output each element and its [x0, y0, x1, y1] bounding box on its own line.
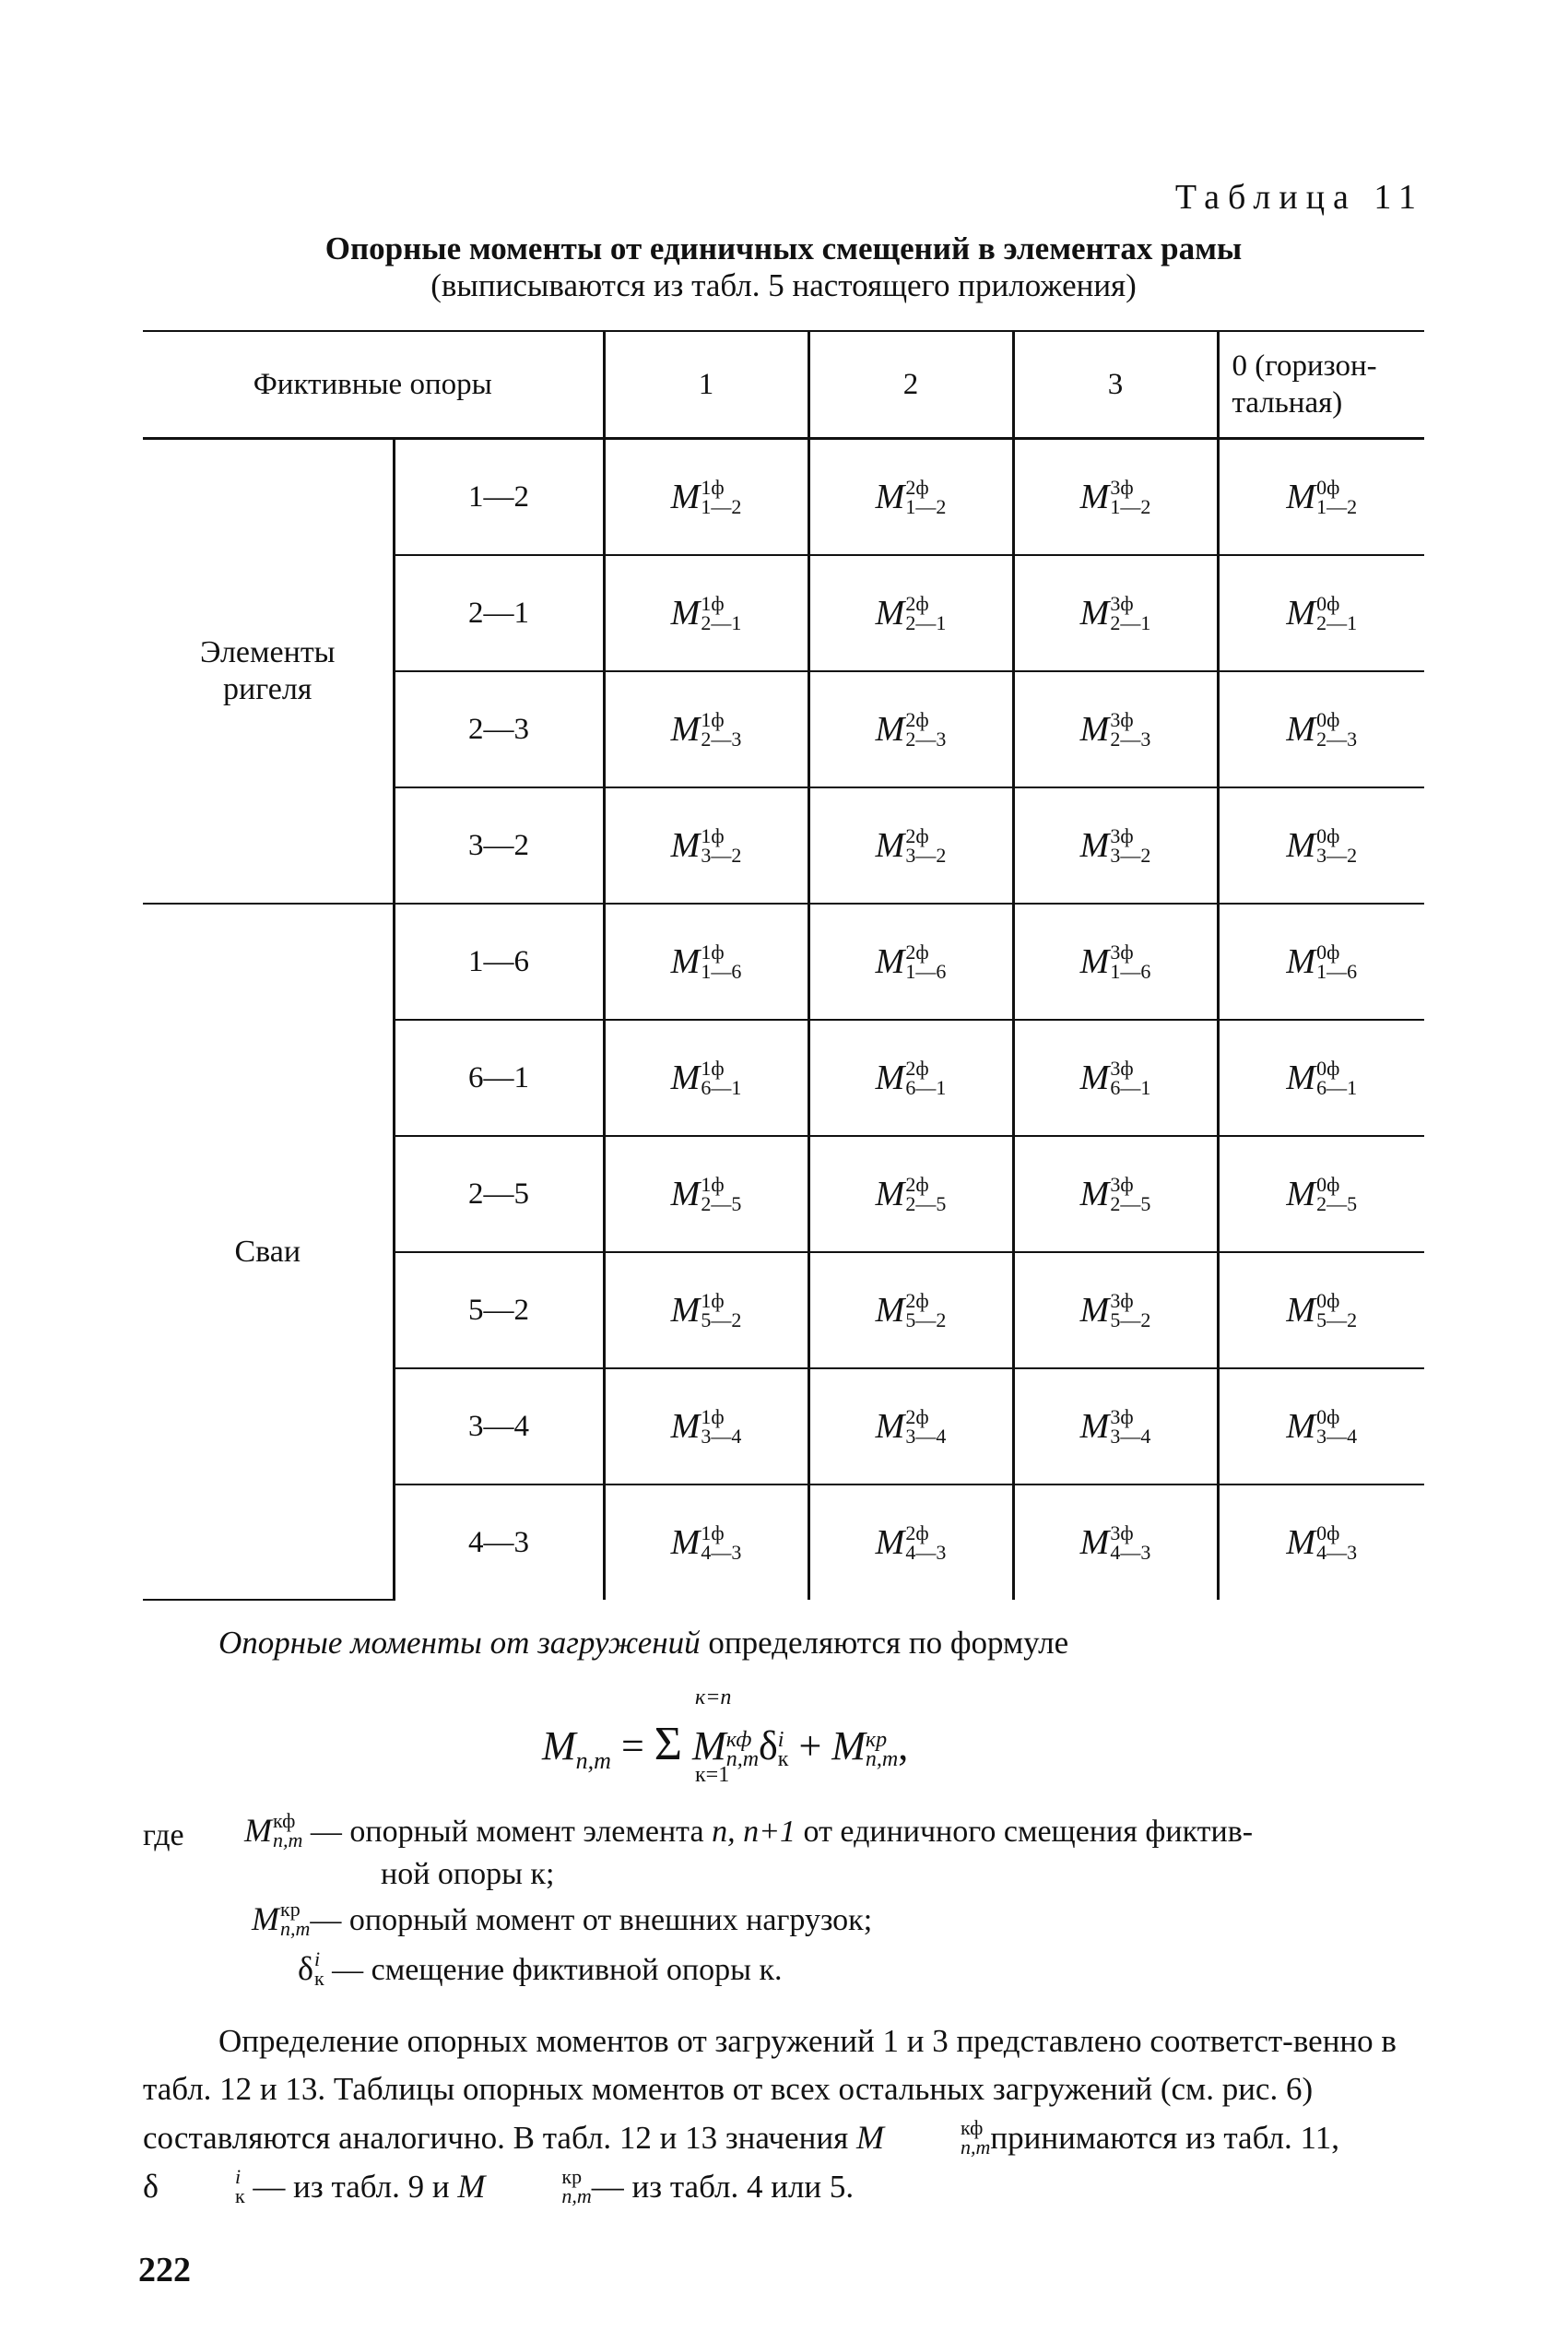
moment-cell	[808, 904, 1013, 1020]
moment-symbol: M 2ф 2—1	[875, 591, 947, 634]
row-pair-label: 4—3	[394, 1484, 604, 1600]
moment-cell	[808, 439, 1013, 556]
moment-symbol: M 1ф 1—6	[670, 940, 742, 983]
moment-symbol: M 0ф 2—5	[1286, 1172, 1358, 1215]
moment-symbol: M 2ф 3—2	[875, 823, 947, 867]
moment-cell	[808, 787, 1013, 904]
moment-cell	[1013, 1484, 1218, 1600]
sum-sign: Σ	[654, 1718, 683, 1770]
moment-symbol: M 3ф 6—1	[1079, 1056, 1151, 1099]
moment-cell	[604, 1368, 808, 1484]
moment-symbol: M 0ф 3—2	[1286, 823, 1358, 867]
sum-formula	[542, 1686, 1058, 1796]
moment-cell	[808, 671, 1013, 787]
group-riegel-line1: Элементы	[199, 635, 336, 669]
moment-symbol: M 3ф 3—2	[1079, 823, 1151, 867]
formula-main: $M_{n,m} = \Sigma$ M кф n,m δ i к + M кр n,m ,	[542, 1718, 909, 1774]
where-label: где	[143, 1818, 184, 1852]
moment-symbol: M 3ф 2—5	[1079, 1172, 1151, 1215]
moment-cell	[604, 1484, 808, 1600]
moment-symbol: M 0ф 5—2	[1286, 1288, 1358, 1331]
moment-cell	[808, 1020, 1013, 1136]
moment-symbol: M 3ф 2—1	[1079, 591, 1151, 634]
moment-cell	[1013, 555, 1218, 671]
table-row	[143, 904, 1424, 1020]
moment-cell	[1013, 787, 1218, 904]
sum-upper-limit: к=n	[695, 1686, 732, 1709]
header-col-0	[1218, 331, 1424, 439]
moment-cell	[1218, 555, 1424, 671]
moment-symbol: M 3ф 4—3	[1079, 1520, 1151, 1564]
moment-symbol: M 0ф 1—6	[1286, 940, 1358, 983]
moment-symbol: M 3ф 5—2	[1079, 1288, 1151, 1331]
moment-cell	[1218, 1020, 1424, 1136]
moment-cell	[1013, 439, 1218, 556]
moment-symbol: M 0ф 2—1	[1286, 591, 1358, 634]
moment-symbol: M 2ф 4—3	[875, 1520, 947, 1564]
moment-cell	[1013, 1020, 1218, 1136]
moment-symbol: M 1ф 2—3	[670, 707, 742, 751]
moment-symbol: M 1ф 5—2	[670, 1288, 742, 1331]
moment-symbol: M 2ф 1—6	[875, 940, 947, 983]
closing-paragraph: Определение опорных моментов от загружений 1 и 3 представлено соответст-венно в табл. 12 и 13. Таблицы опорных моментов от всех остальных загружений (см. рис. 6) составляются аналогично. В табл. 12 и 13 значения M кф n,m принимаются из табл. 11, δ i к — из табл. 9 и M кр n,m — из табл. 4 или 5.	[143, 2023, 1397, 2207]
moment-symbol: M 0ф 4—3	[1286, 1520, 1358, 1564]
moment-symbol: M 3ф 1—6	[1079, 940, 1151, 983]
moment-cell	[604, 1020, 808, 1136]
moment-cell	[1218, 1484, 1424, 1600]
moment-cell	[1218, 787, 1424, 904]
sum-lower-limit: к=1	[695, 1763, 730, 1787]
table-subtitle: (выписываются из табл. 5 настоящего приложения)	[430, 267, 1137, 303]
header-col-0-line2: тальная)	[1232, 386, 1343, 420]
moment-symbol: M 3ф 2—3	[1079, 707, 1151, 751]
moment-symbol: M 3ф 1—2	[1079, 475, 1151, 518]
moment-cell	[604, 555, 808, 671]
moment-cell	[1218, 1136, 1424, 1252]
moment-cell	[1218, 671, 1424, 787]
table-row	[143, 439, 1424, 556]
header-col-0-line1: 0 (горизон-	[1232, 349, 1377, 383]
moment-cell	[1218, 1252, 1424, 1368]
row-pair-label: 3—2	[394, 787, 604, 904]
header-col-3: 3	[1013, 331, 1218, 439]
page-number: 222	[138, 2251, 191, 2289]
moment-symbol: M 2ф 2—3	[875, 707, 947, 751]
moments-table	[143, 330, 1424, 1601]
moment-symbol: M 1ф 1—2	[670, 475, 742, 518]
moment-cell	[808, 555, 1013, 671]
moment-symbol: M 2ф 1—2	[875, 475, 947, 518]
row-pair-label: 2—3	[394, 671, 604, 787]
row-pair-label: 6—1	[394, 1020, 604, 1136]
moment-symbol: M 1ф 4—3	[670, 1520, 742, 1564]
moment-cell	[604, 1252, 808, 1368]
table-header-row	[143, 331, 1424, 439]
intro-italic: Опорные моменты от загружений	[218, 1625, 701, 1661]
moment-cell	[1013, 1252, 1218, 1368]
moment-cell	[808, 1368, 1013, 1484]
moment-symbol: M 2ф 6—1	[875, 1056, 947, 1099]
moment-cell	[604, 904, 808, 1020]
table-number: Таблица 11	[1174, 178, 1424, 217]
header-col-1: 1	[604, 331, 808, 439]
row-pair-label: 2—1	[394, 555, 604, 671]
moment-cell	[1013, 1136, 1218, 1252]
moment-symbol: M 1ф 2—1	[670, 591, 742, 634]
moment-symbol: M 3ф 3—4	[1079, 1404, 1151, 1448]
group-riegel-elements	[143, 439, 394, 905]
table-title: Опорные моменты от единичных смещений в элементах рамы	[324, 231, 1243, 266]
intro-paragraph	[143, 1619, 1500, 1667]
moment-cell	[808, 1136, 1013, 1252]
moment-cell	[808, 1252, 1013, 1368]
moment-symbol: M 2ф 2—5	[875, 1172, 947, 1215]
group-piles: Сваи	[143, 904, 394, 1600]
moment-cell	[604, 439, 808, 556]
moment-symbol: M 0ф 2—3	[1286, 707, 1358, 751]
definition-3: δ i к — смещение фиктивной опоры к.	[298, 1946, 783, 1990]
header-col-2: 2	[808, 331, 1013, 439]
moment-symbol: M 1ф 3—2	[670, 823, 742, 867]
row-pair-label: 1—6	[394, 904, 604, 1020]
moment-cell	[1013, 1368, 1218, 1484]
row-pair-label: 5—2	[394, 1252, 604, 1368]
definition-1: M кф n,m — опорный момент элемента n, n+1 от единичного смещения фиктив-	[244, 1808, 1254, 1851]
moment-symbol: M 2ф 5—2	[875, 1288, 947, 1331]
moment-symbol: M 0ф 1—2	[1286, 475, 1358, 518]
moment-cell	[808, 1484, 1013, 1600]
moment-cell	[1218, 904, 1424, 1020]
moment-cell	[604, 787, 808, 904]
moment-symbol: M 1ф 6—1	[670, 1056, 742, 1099]
moment-cell	[1218, 1368, 1424, 1484]
moment-symbol: M 1ф 3—4	[670, 1404, 742, 1448]
moment-cell	[1013, 671, 1218, 787]
moment-cell	[604, 1136, 808, 1252]
table-body	[143, 439, 1424, 1601]
header-fictive-supports: Фиктивные опоры	[143, 331, 604, 439]
moment-symbol: M 1ф 2—5	[670, 1172, 742, 1215]
moment-symbol: M 2ф 3—4	[875, 1404, 947, 1448]
row-pair-label: 3—4	[394, 1368, 604, 1484]
row-pair-label: 2—5	[394, 1136, 604, 1252]
row-pair-label: 1—2	[394, 439, 604, 556]
moment-symbol: M 0ф 6—1	[1286, 1056, 1358, 1099]
moment-cell	[604, 671, 808, 787]
moment-cell	[1218, 439, 1424, 556]
definition-2: M кр n,m — опорный момент от внешних нагрузок;	[252, 1897, 873, 1940]
group-riegel-line2: ригеля	[223, 672, 312, 706]
moment-cell	[1013, 904, 1218, 1020]
definition-1-cont: ной опоры к;	[381, 1857, 555, 1891]
intro-rest: определяются по формуле	[700, 1625, 1069, 1661]
moment-symbol: M 0ф 3—4	[1286, 1404, 1358, 1448]
